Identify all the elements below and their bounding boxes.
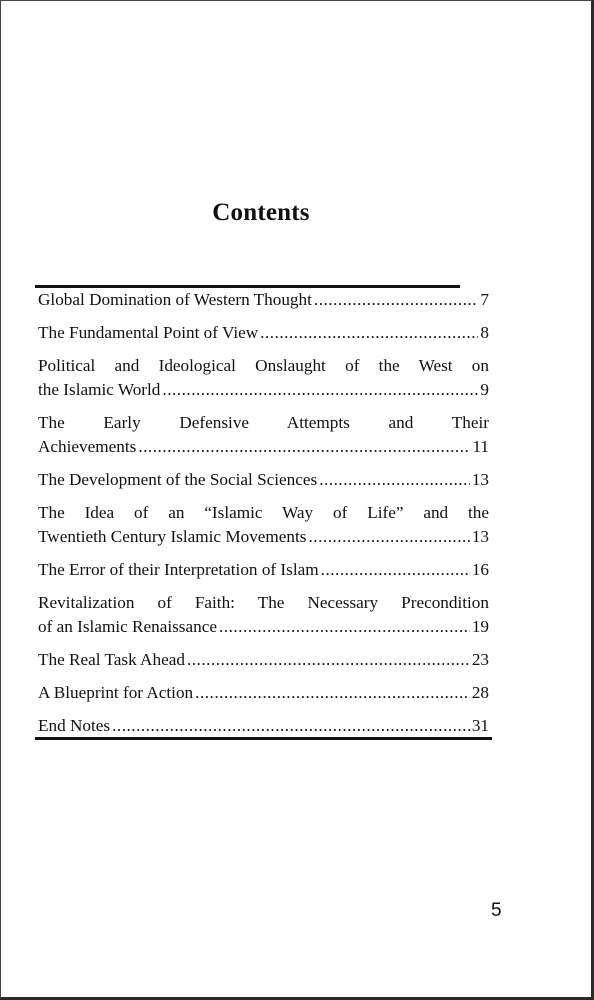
toc-page-number: 23 — [471, 650, 489, 669]
toc-entry — [38, 558, 489, 582]
page-title: Contents — [212, 199, 310, 226]
toc-entry-title: Global Domination of Western Thought — [38, 290, 312, 309]
toc-entry-title: The Fundamental Point of View — [38, 323, 259, 342]
toc-entry-title: The Development of the Social Sciences — [38, 470, 318, 489]
toc-page-number: 16 — [471, 560, 489, 579]
toc-entry-title-line: Revitalization of Faith: The Necessary Precondition — [38, 593, 489, 612]
toc-entry-line — [38, 288, 489, 312]
dot-leader — [162, 378, 478, 402]
dot-leader — [187, 648, 470, 672]
toc-entry-title-line: The Idea of an “Islamic Way of Life” and the — [38, 503, 489, 522]
toc-entry-title: the Islamic World — [38, 380, 161, 399]
dot-leader — [309, 525, 470, 549]
dot-leader — [319, 468, 470, 492]
toc-entry — [38, 648, 489, 672]
toc-entry-title-line: Political and Ideological Onslaught of the West on — [38, 356, 489, 375]
toc-page-number: 28 — [471, 683, 489, 702]
toc-entry-line — [38, 525, 489, 549]
toc-entry — [38, 411, 489, 459]
toc-entry-title: Achievements — [38, 437, 137, 456]
toc-entry-line — [38, 714, 489, 738]
dot-leader — [219, 615, 470, 639]
toc-entry-title: End Notes — [38, 716, 111, 735]
toc-page-number: 7 — [480, 290, 489, 309]
toc-page-number: 13 — [471, 527, 489, 546]
toc-entry-title: The Real Task Ahead — [38, 650, 185, 669]
toc-entry-line — [38, 321, 489, 345]
toc-page-number: 19 — [471, 617, 489, 636]
bottom-rule — [35, 737, 492, 740]
dot-leader — [314, 288, 479, 312]
dot-leader — [260, 321, 478, 345]
toc-page-number: 11 — [472, 437, 489, 456]
toc-entry-line — [38, 468, 489, 492]
toc-page-number: 8 — [480, 323, 489, 342]
toc-entry-title: Twentieth Century Islamic Movements — [38, 527, 307, 546]
toc-entry — [38, 288, 489, 312]
toc-entry — [38, 354, 489, 402]
toc-entry — [38, 321, 489, 345]
toc-entry-line — [38, 681, 489, 705]
toc-entry — [38, 501, 489, 549]
toc-entry — [38, 468, 489, 492]
toc-entry-line — [38, 435, 489, 459]
toc-entry-line — [38, 648, 489, 672]
toc-entry-title: of an Islamic Renaissance — [38, 617, 217, 636]
toc-entry-line — [38, 615, 489, 639]
dot-leader — [138, 435, 470, 459]
toc-entry-line — [38, 378, 489, 402]
toc-entry-title-line: The Early Defensive Attempts and Their — [38, 413, 489, 432]
dot-leader — [321, 558, 470, 582]
toc-entry — [38, 591, 489, 639]
toc-page-number: 13 — [471, 470, 489, 489]
toc-page-number: 31 — [471, 716, 489, 735]
toc-page-number: 9 — [480, 380, 489, 399]
toc-entry-line — [38, 558, 489, 582]
dot-leader — [195, 681, 470, 705]
toc-entry — [38, 714, 489, 738]
toc-entry-title: The Error of their Interpretation of Islam — [38, 560, 319, 579]
dot-leader — [112, 714, 470, 738]
page-number: 5 — [491, 900, 502, 921]
toc-entry — [38, 681, 489, 705]
table-of-contents — [38, 288, 489, 738]
toc-entry-title: A Blueprint for Action — [38, 683, 194, 702]
